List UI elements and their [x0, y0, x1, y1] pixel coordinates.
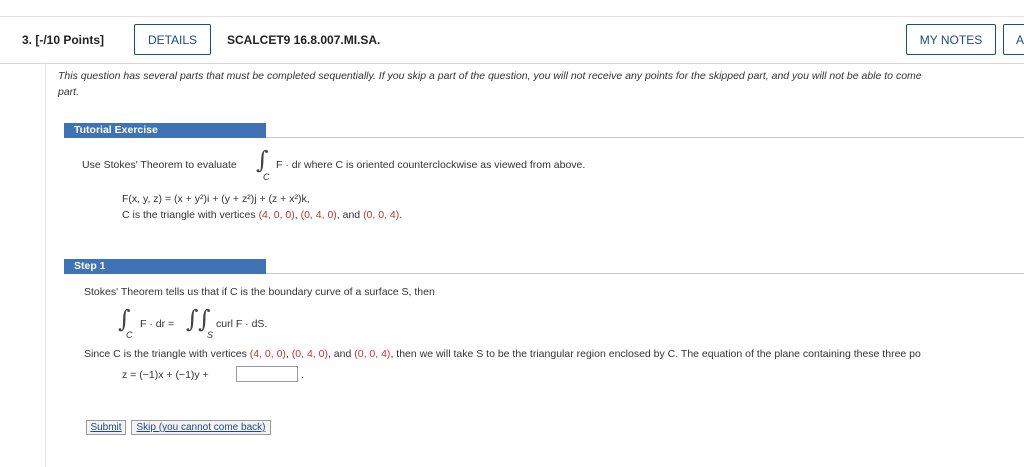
plane-constant-input[interactable] [236, 366, 298, 382]
line-integral-subscript: C [126, 330, 133, 340]
line-integral-symbol: ∫ [118, 305, 131, 333]
integral-subscript: C [263, 172, 270, 182]
plane-coef-x: (−1) [139, 369, 159, 381]
step-1-heading: Step 1 [64, 259, 266, 274]
integral-symbol: ∫ [256, 146, 269, 174]
instructions-line-2: part. [58, 86, 80, 98]
vertex-1: (4, 0, 0) [258, 209, 295, 221]
instructions-text [58, 68, 1024, 100]
triangle-sep-1: , [294, 209, 298, 221]
step-vertex-1: (4, 0, 0) [249, 348, 286, 360]
problem-code: SCALCET9 16.8.007.MI.SA. [227, 33, 381, 47]
triangle-lead: C is the triangle with vertices [122, 209, 256, 221]
instructions-line-1: This question has several parts that must be completed sequentially. If you skip a part of the question, you will not receive any points for the skipped part, and you will not be able to come [58, 70, 922, 82]
plane-x: x + [158, 369, 173, 381]
surface-integral-expression: curl F · dS. [216, 318, 268, 330]
vector-field: F(x, y, z) = (x + y²)i + (y + z²)j + (z + x²)k, [122, 193, 310, 205]
skip-button[interactable]: Skip (you cannot come back) [131, 420, 271, 435]
surface-integral-symbol-1: ∫ [186, 305, 199, 333]
question-header [0, 16, 1024, 64]
submit-button[interactable]: Submit [86, 420, 126, 435]
vertex-2: (0, 4, 0) [300, 209, 337, 221]
top-strip [0, 0, 1024, 16]
left-rule [45, 62, 46, 467]
since-tail: , then we will take S to be the triangular region enclosed by C. The equation of the plane containing these three po [390, 348, 921, 360]
tutorial-heading: Tutorial Exercise [64, 123, 266, 138]
vertex-3: (0, 0, 4) [363, 209, 400, 221]
step-1-divider [266, 273, 1024, 274]
step-vertex-2: (0, 4, 0) [291, 348, 328, 360]
stokes-statement: Stokes' Theorem tells us that if C is the boundary curve of a surface S, then [84, 286, 435, 298]
surface-integral-symbol-2: ∫ [198, 305, 211, 333]
details-button[interactable]: DETAILS [134, 24, 211, 55]
plane-coef-y: (−1) [175, 369, 195, 381]
plane-equation [122, 369, 209, 381]
triangle-statement [122, 209, 402, 221]
triangle-sep-2: , and [336, 209, 361, 221]
step-vertex-3: (0, 0, 4) [354, 348, 391, 360]
question-label: 3. [-/10 Points] [22, 33, 105, 47]
tutorial-prompt-integrand: F · dr where C is oriented counterclockwise as viewed from above. [276, 159, 586, 171]
plane-eq-lead: z = [122, 369, 137, 381]
tutorial-prompt-lead: Use Stokes' Theorem to evaluate [82, 159, 237, 171]
plane-end: . [301, 369, 304, 381]
plane-y: y + [194, 369, 209, 381]
line-integral-expression: F · dr = [140, 318, 175, 330]
triangle-end: . [399, 209, 403, 221]
tutorial-divider [266, 137, 1024, 138]
since-statement: Since C is the triangle with vertices (4, 0, 0), (0, 4, 0), and (0, 0, 4), then we will take S to be the triangular region enclosed by C. The equation of the plane containing these three po [84, 348, 921, 360]
my-notes-button[interactable]: MY NOTES [906, 24, 996, 55]
ask-your-teacher-button[interactable]: A [1003, 24, 1024, 55]
since-lead: Since C is the triangle with vertices [84, 348, 247, 360]
surface-integral-subscript: S [207, 330, 214, 340]
